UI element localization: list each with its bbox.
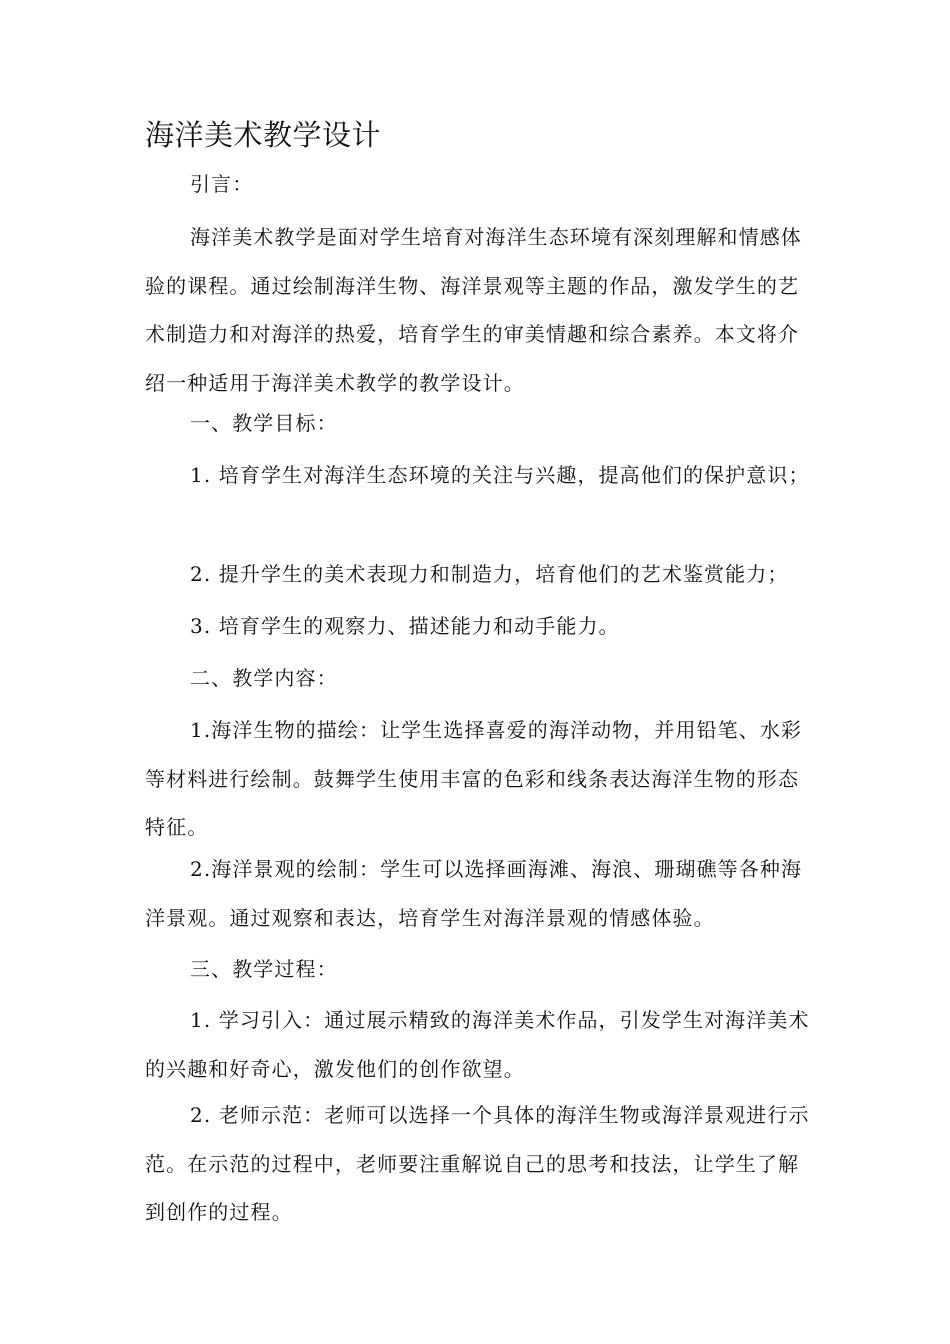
paragraph-goal-1: 1. 培育学生对海洋生态环境的关注与兴趣，提高他们的保护意识； xyxy=(190,463,810,487)
section-heading-process: 三、教学过程： xyxy=(190,957,338,981)
section-heading-goals: 一、教学目标： xyxy=(190,411,338,435)
paragraph-goal-2: 2. 提升学生的美术表现力和制造力，培育他们的艺术鉴赏能力； xyxy=(190,562,789,586)
paragraph-goal-3: 3. 培育学生的观察力、描述能力和动手能力。 xyxy=(190,614,620,638)
paragraph-process-1: 1. 学习引入：通过展示精致的海洋美术作品，引发学生对海洋美术的兴趣和好奇心，激发他们的创作欲望。 xyxy=(145,1008,810,1081)
paragraph-intro-heading: 引言： xyxy=(190,172,254,196)
paragraph-content-1: 1.海洋生物的描绘：让学生选择喜爱的海洋动物，并用铅笔、水彩等材料进行绘制。鼓舞学生使用丰富的色彩和线条表达海洋生物的形态特征。 xyxy=(145,718,803,839)
paragraph-intro-body: 海洋美术教学是面对学生培育对海洋生态环境有深刻理解和情感体验的课程。通过绘制海洋生物、海洋景观等主题的作品，激发学生的艺术制造力和对海洋的热爱，培育学生的审美情趣和综合素养。本文将介绍一种适用于海洋美术教学的教学设计。 xyxy=(145,225,802,395)
paragraph-content-2: 2.海洋景观的绘制：学生可以选择画海滩、海浪、珊瑚礁等各种海洋景观。通过观察和表达，培育学生对海洋景观的情感体验。 xyxy=(145,857,803,930)
document-title: 海洋美术教学设计 xyxy=(145,118,382,152)
paragraph-process-2: 2. 老师示范：老师可以选择一个具体的海洋生物或海洋景观进行示范。在示范的过程中，老师要注重解说自己的思考和技法，让学生了解到创作的过程。 xyxy=(145,1103,810,1224)
section-heading-content: 二、教学内容： xyxy=(190,666,338,690)
